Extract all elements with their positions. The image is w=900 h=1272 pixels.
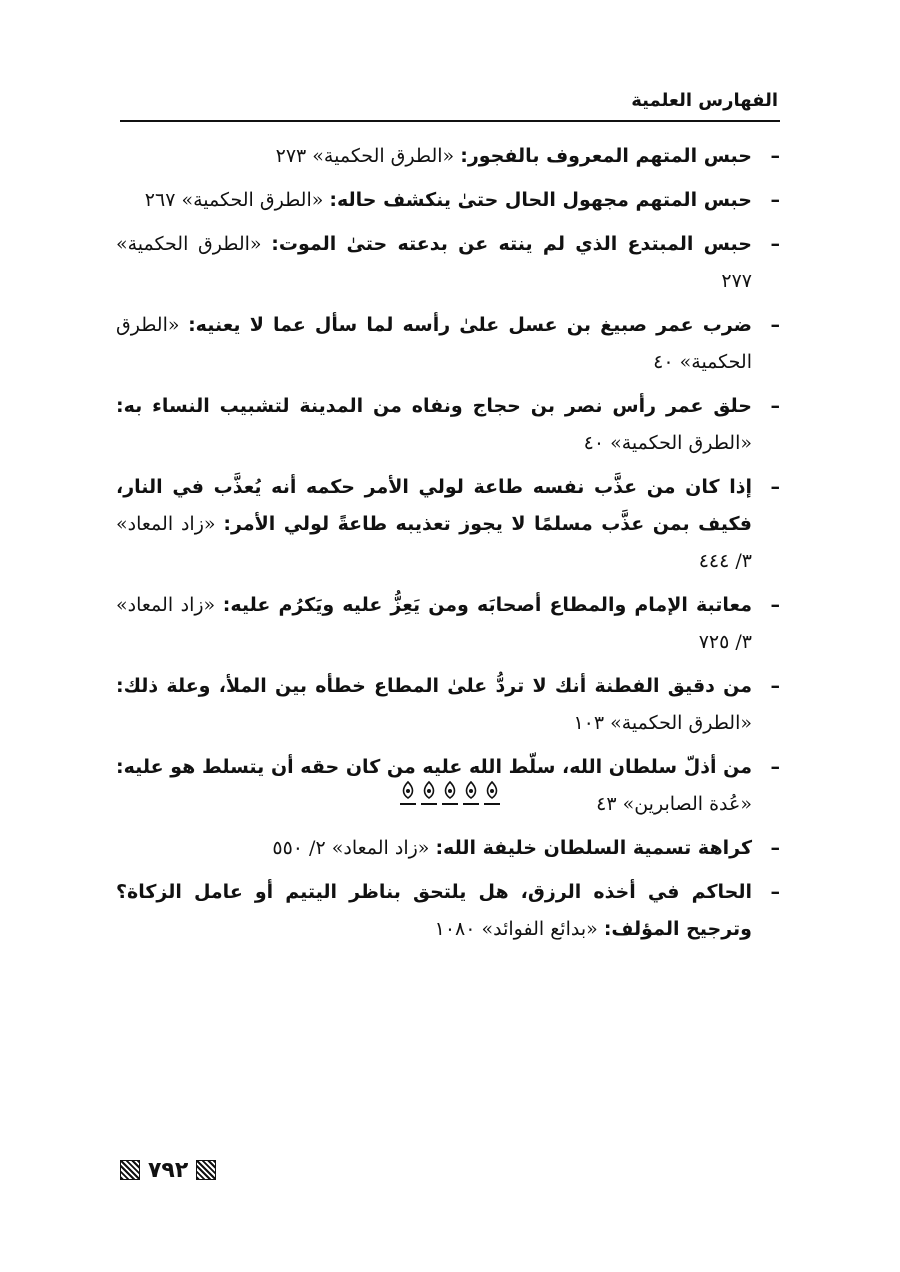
ornament-flourish-icon <box>419 780 439 806</box>
running-header <box>120 86 780 122</box>
entry-topic: كراهة تسمية السلطان خليفة الله: <box>435 837 752 859</box>
entry-topic: معاتبة الإمام والمطاع أصحابَه ومن يَعِزُّ عليه ويَكرُم عليه: <box>222 594 753 616</box>
entry-dash: – <box>770 145 780 167</box>
ornament-flourish-icon <box>482 780 502 806</box>
entry-dash: – <box>770 675 780 697</box>
ornament-flourish-icon <box>398 780 418 806</box>
index-entry <box>116 668 780 742</box>
entry-topic: حبس المتهم مجهول الحال حتىٰ ينكشف حاله: <box>329 189 752 211</box>
ornament-flourish-icon <box>440 780 460 806</box>
index-entry <box>116 469 780 580</box>
entry-source: «الطرق الحكمية» ٢٧٣ <box>275 145 455 167</box>
entry-topic: حبس المتهم المعروف بالفجور: <box>460 145 752 167</box>
entry-dash: – <box>770 756 780 778</box>
index-entry-list <box>116 138 780 955</box>
entry-dash: – <box>770 837 780 859</box>
entry-source: «الطرق الحكمية» ١٠٣ <box>573 712 752 734</box>
index-entry <box>116 138 780 175</box>
index-entry <box>116 226 780 300</box>
entry-source: «الطرق الحكمية» ٤٠ <box>116 314 752 373</box>
entry-topic: ضرب عمر صبيغ بن عسل علىٰ رأسه لما سأل عما لا يعنيه: <box>188 314 753 336</box>
page-footer <box>120 1156 216 1184</box>
entry-dash: – <box>770 881 780 903</box>
entry-source: «زاد المعاد» ٣/ ٤٤٤ <box>116 513 752 572</box>
entry-topic: الحاكم في أخذه الرزق، هل يلتحق بناظر اليتيم أو عامل الزكاة؟ وترجيح المؤلف: <box>116 881 752 940</box>
entry-dash: – <box>770 395 780 417</box>
entry-dash: – <box>770 189 780 211</box>
ornament-flourish-icon <box>461 780 481 806</box>
index-entry <box>116 307 780 381</box>
index-entry <box>116 388 780 462</box>
index-entry <box>116 874 780 948</box>
entry-topic: من دقيق الفطنة أنك لا تردُّ علىٰ المطاع خطأه بين الملأ، وعلة ذلك: <box>116 675 752 697</box>
page-number: ٧٩٢ <box>148 1157 189 1183</box>
entry-source: «زاد المعاد» ٣/ ٧٢٥ <box>116 594 752 653</box>
entry-source: «الطرق الحكمية» ٤٠ <box>583 432 752 454</box>
entry-dash: – <box>770 476 780 498</box>
entry-topic: حلق عمر رأس نصر بن حجاج ونفاه من المدينة لتشبيب النساء به: <box>116 395 752 417</box>
page-number-ornament-icon <box>120 1160 140 1180</box>
index-entry <box>116 830 780 867</box>
entry-source: «زاد المعاد» ٢/ ٥٥٠ <box>272 837 430 859</box>
entry-source: «بدائع الفوائد» ١٠٨٠ <box>434 918 598 940</box>
index-entry <box>116 587 780 661</box>
entry-topic: حبس المبتدع الذي لم ينته عن بدعته حتىٰ الموت: <box>271 233 752 255</box>
entry-dash: – <box>770 233 780 255</box>
entry-dash: – <box>770 314 780 336</box>
entry-source: «الطرق الحكمية» ٢٦٧ <box>144 189 324 211</box>
entry-dash: – <box>770 594 780 616</box>
entry-topic: إذا كان من عذَّب نفسه طاعة لولي الأمر حكمه أنه يُعذَّب في النار، فكيف بمن عذَّب مسلمًا لا يجوز تعذيبه طاعةً لولي الأمر: <box>116 476 752 535</box>
index-entry <box>116 182 780 219</box>
page-number-ornament-icon <box>196 1160 216 1180</box>
section-end-ornament <box>395 778 505 808</box>
header-title: الفهارس العلمية <box>631 90 778 111</box>
entry-source: «عُدة الصابرين» ٤٣ <box>596 793 752 815</box>
entry-topic: من أذلّ سلطان الله، سلّط الله عليه من كان حقه أن يتسلط هو عليه: <box>116 756 752 778</box>
entry-source: «الطرق الحكمية» ٢٧٧ <box>116 233 752 292</box>
